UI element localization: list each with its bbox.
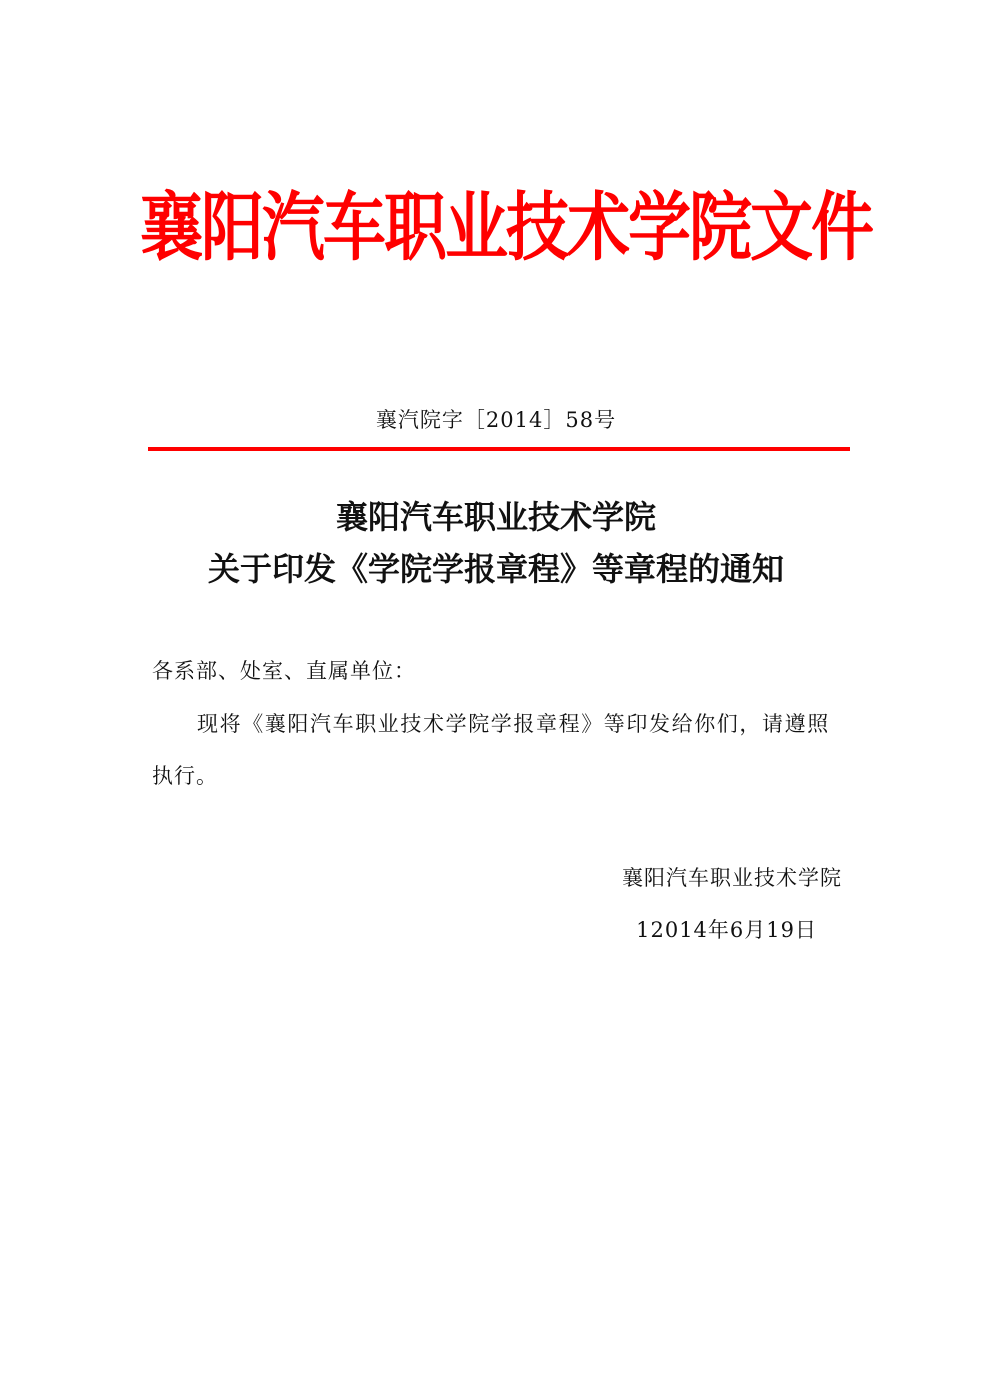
red-divider — [148, 447, 850, 451]
masthead — [140, 178, 872, 288]
masthead-title: 襄阳汽车职业技术学院文件 — [140, 184, 872, 271]
signature-date: 12014年6月19日 — [636, 918, 817, 942]
document-number: 襄汽院字［2014］58号 — [375, 408, 617, 432]
body-paragraph-line-2: 执行。 — [152, 764, 218, 788]
notice-title-line-2: 关于印发《学院学报章程》等章程的通知 — [207, 550, 784, 588]
salutation: 各系部、处室、直属单位： — [152, 659, 416, 683]
notice-title-line-1: 襄阳汽车职业技术学院 — [335, 498, 656, 536]
body-paragraph-line-1: 现将《襄阳汽车职业技术学院学报章程》等印发给你们，请遵照 — [197, 712, 830, 736]
signature-organization: 襄阳汽车职业技术学院 — [622, 866, 842, 890]
